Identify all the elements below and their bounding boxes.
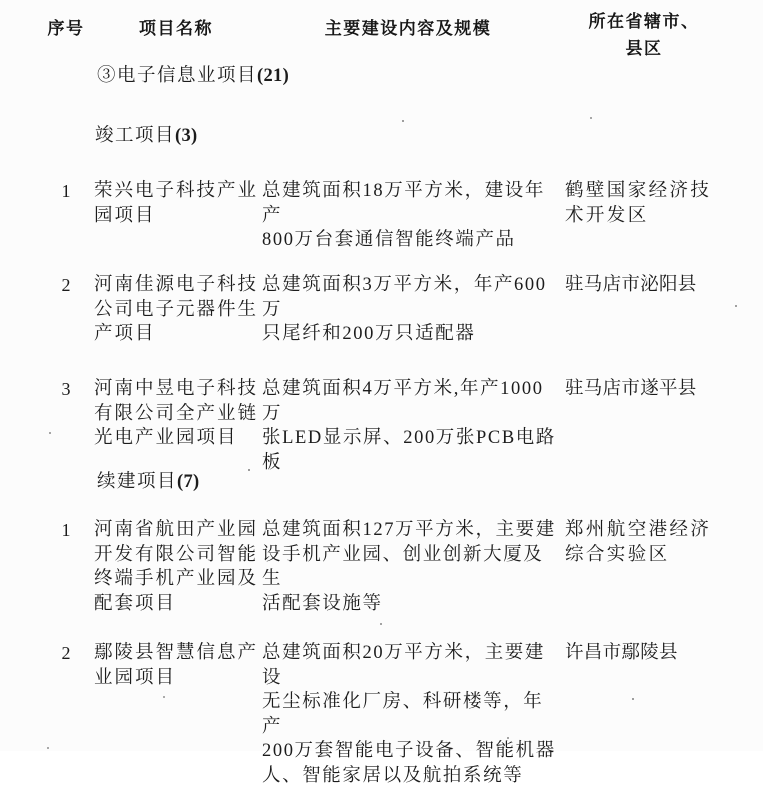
project-name-cell	[94, 377, 264, 451]
text-line: 鄢陵县智慧信息产	[94, 641, 264, 666]
text-line: 200万套智能电子设备、智能机器	[262, 739, 562, 764]
row-number: 3	[46, 377, 86, 402]
text-line: 只尾纤和200万只适配器	[262, 322, 562, 347]
text-line: 荣兴电子科技产业	[94, 179, 264, 204]
column-header-no: 序号	[46, 15, 86, 42]
column-header-location-line: 县区	[565, 35, 723, 62]
text-line: 综合实验区	[565, 543, 725, 568]
text-line: 鹤壁国家经济技	[565, 179, 725, 204]
column-header-location-line: 所在省辖市、	[565, 8, 723, 35]
text-line: 许昌市鄢陵县	[565, 641, 725, 666]
project-name-cell	[94, 518, 264, 616]
project-location-cell	[565, 273, 725, 298]
scan-speck-artifacts	[0, 0, 2, 2]
text-line: 人、智能家居以及航拍系统等	[262, 764, 562, 788]
text-line: 无尘标准化厂房、科研楼等，年产	[262, 690, 562, 739]
project-content-cell	[262, 641, 562, 788]
section-heading-completed	[95, 124, 198, 149]
project-content-cell	[262, 273, 562, 347]
row-number: 1	[46, 518, 86, 543]
text-line: 河南中昱电子科技	[94, 377, 264, 402]
project-name-cell	[94, 273, 264, 347]
text-line: 总建筑面积3万平方米，年产600万	[262, 273, 562, 322]
text-line: 驻马店市泌阳县	[565, 273, 725, 298]
text-line: 郑州航空港经济	[565, 518, 725, 543]
text-line: 总建筑面积18万平方米，建设年产	[262, 179, 562, 228]
text-line: 河南佳源电子科技	[94, 273, 264, 298]
project-location-cell	[565, 518, 725, 567]
project-name-cell	[94, 179, 264, 228]
section-heading-count: (7)	[177, 472, 199, 492]
text-line: 公司电子元器件生	[94, 298, 264, 323]
row-number: 2	[46, 273, 86, 298]
section-heading-label: 续建项目	[97, 472, 177, 492]
text-line: 河南省航田产业园	[94, 518, 264, 543]
project-location-cell	[565, 377, 725, 402]
text-line: 驻马店市遂平县	[565, 377, 725, 402]
text-line: 总建筑面积20万平方米，主要建设	[262, 641, 562, 690]
section-heading-label: ③电子信息业项目	[97, 66, 257, 86]
section-heading-continuing	[97, 470, 200, 495]
text-line: 总建筑面积4万平方米,年产1000万	[262, 377, 562, 426]
section-heading-count: (21)	[257, 66, 289, 86]
project-name-cell	[94, 641, 264, 690]
text-line: 板	[262, 451, 562, 476]
text-line: 开发有限公司智能	[94, 543, 264, 568]
text-line: 800万台套通信智能终端产品	[262, 228, 562, 253]
text-line: 配套项目	[94, 592, 264, 617]
section-heading-count: (3)	[175, 126, 197, 146]
section-heading-label: 竣工项目	[95, 126, 175, 146]
project-location-cell	[565, 641, 725, 666]
project-content-cell	[262, 179, 562, 253]
text-line: 活配套设施等	[262, 592, 562, 617]
text-line: 产项目	[94, 322, 264, 347]
column-header-content: 主要建设内容及规模	[262, 15, 554, 42]
text-line: 张LED显示屏、200万张PCB电路	[262, 426, 562, 451]
section-heading-electronic-info	[97, 64, 289, 89]
project-location-cell	[565, 179, 725, 228]
project-content-cell	[262, 377, 562, 475]
text-line: 业园项目	[94, 666, 264, 691]
row-number: 2	[46, 641, 86, 666]
text-line: 设手机产业园、创业创新大厦及生	[262, 543, 562, 592]
text-line: 光电产业园项目	[94, 426, 264, 451]
project-content-cell	[262, 518, 562, 616]
column-header-project-name: 项目名称	[94, 15, 258, 42]
text-line: 园项目	[94, 204, 264, 229]
row-number: 1	[46, 179, 86, 204]
text-line: 终端手机产业园及	[94, 567, 264, 592]
text-line: 有限公司全产业链	[94, 402, 264, 427]
text-line: 总建筑面积127万平方米，主要建	[262, 518, 562, 543]
text-line: 术开发区	[565, 204, 725, 229]
column-header-location	[565, 8, 723, 62]
